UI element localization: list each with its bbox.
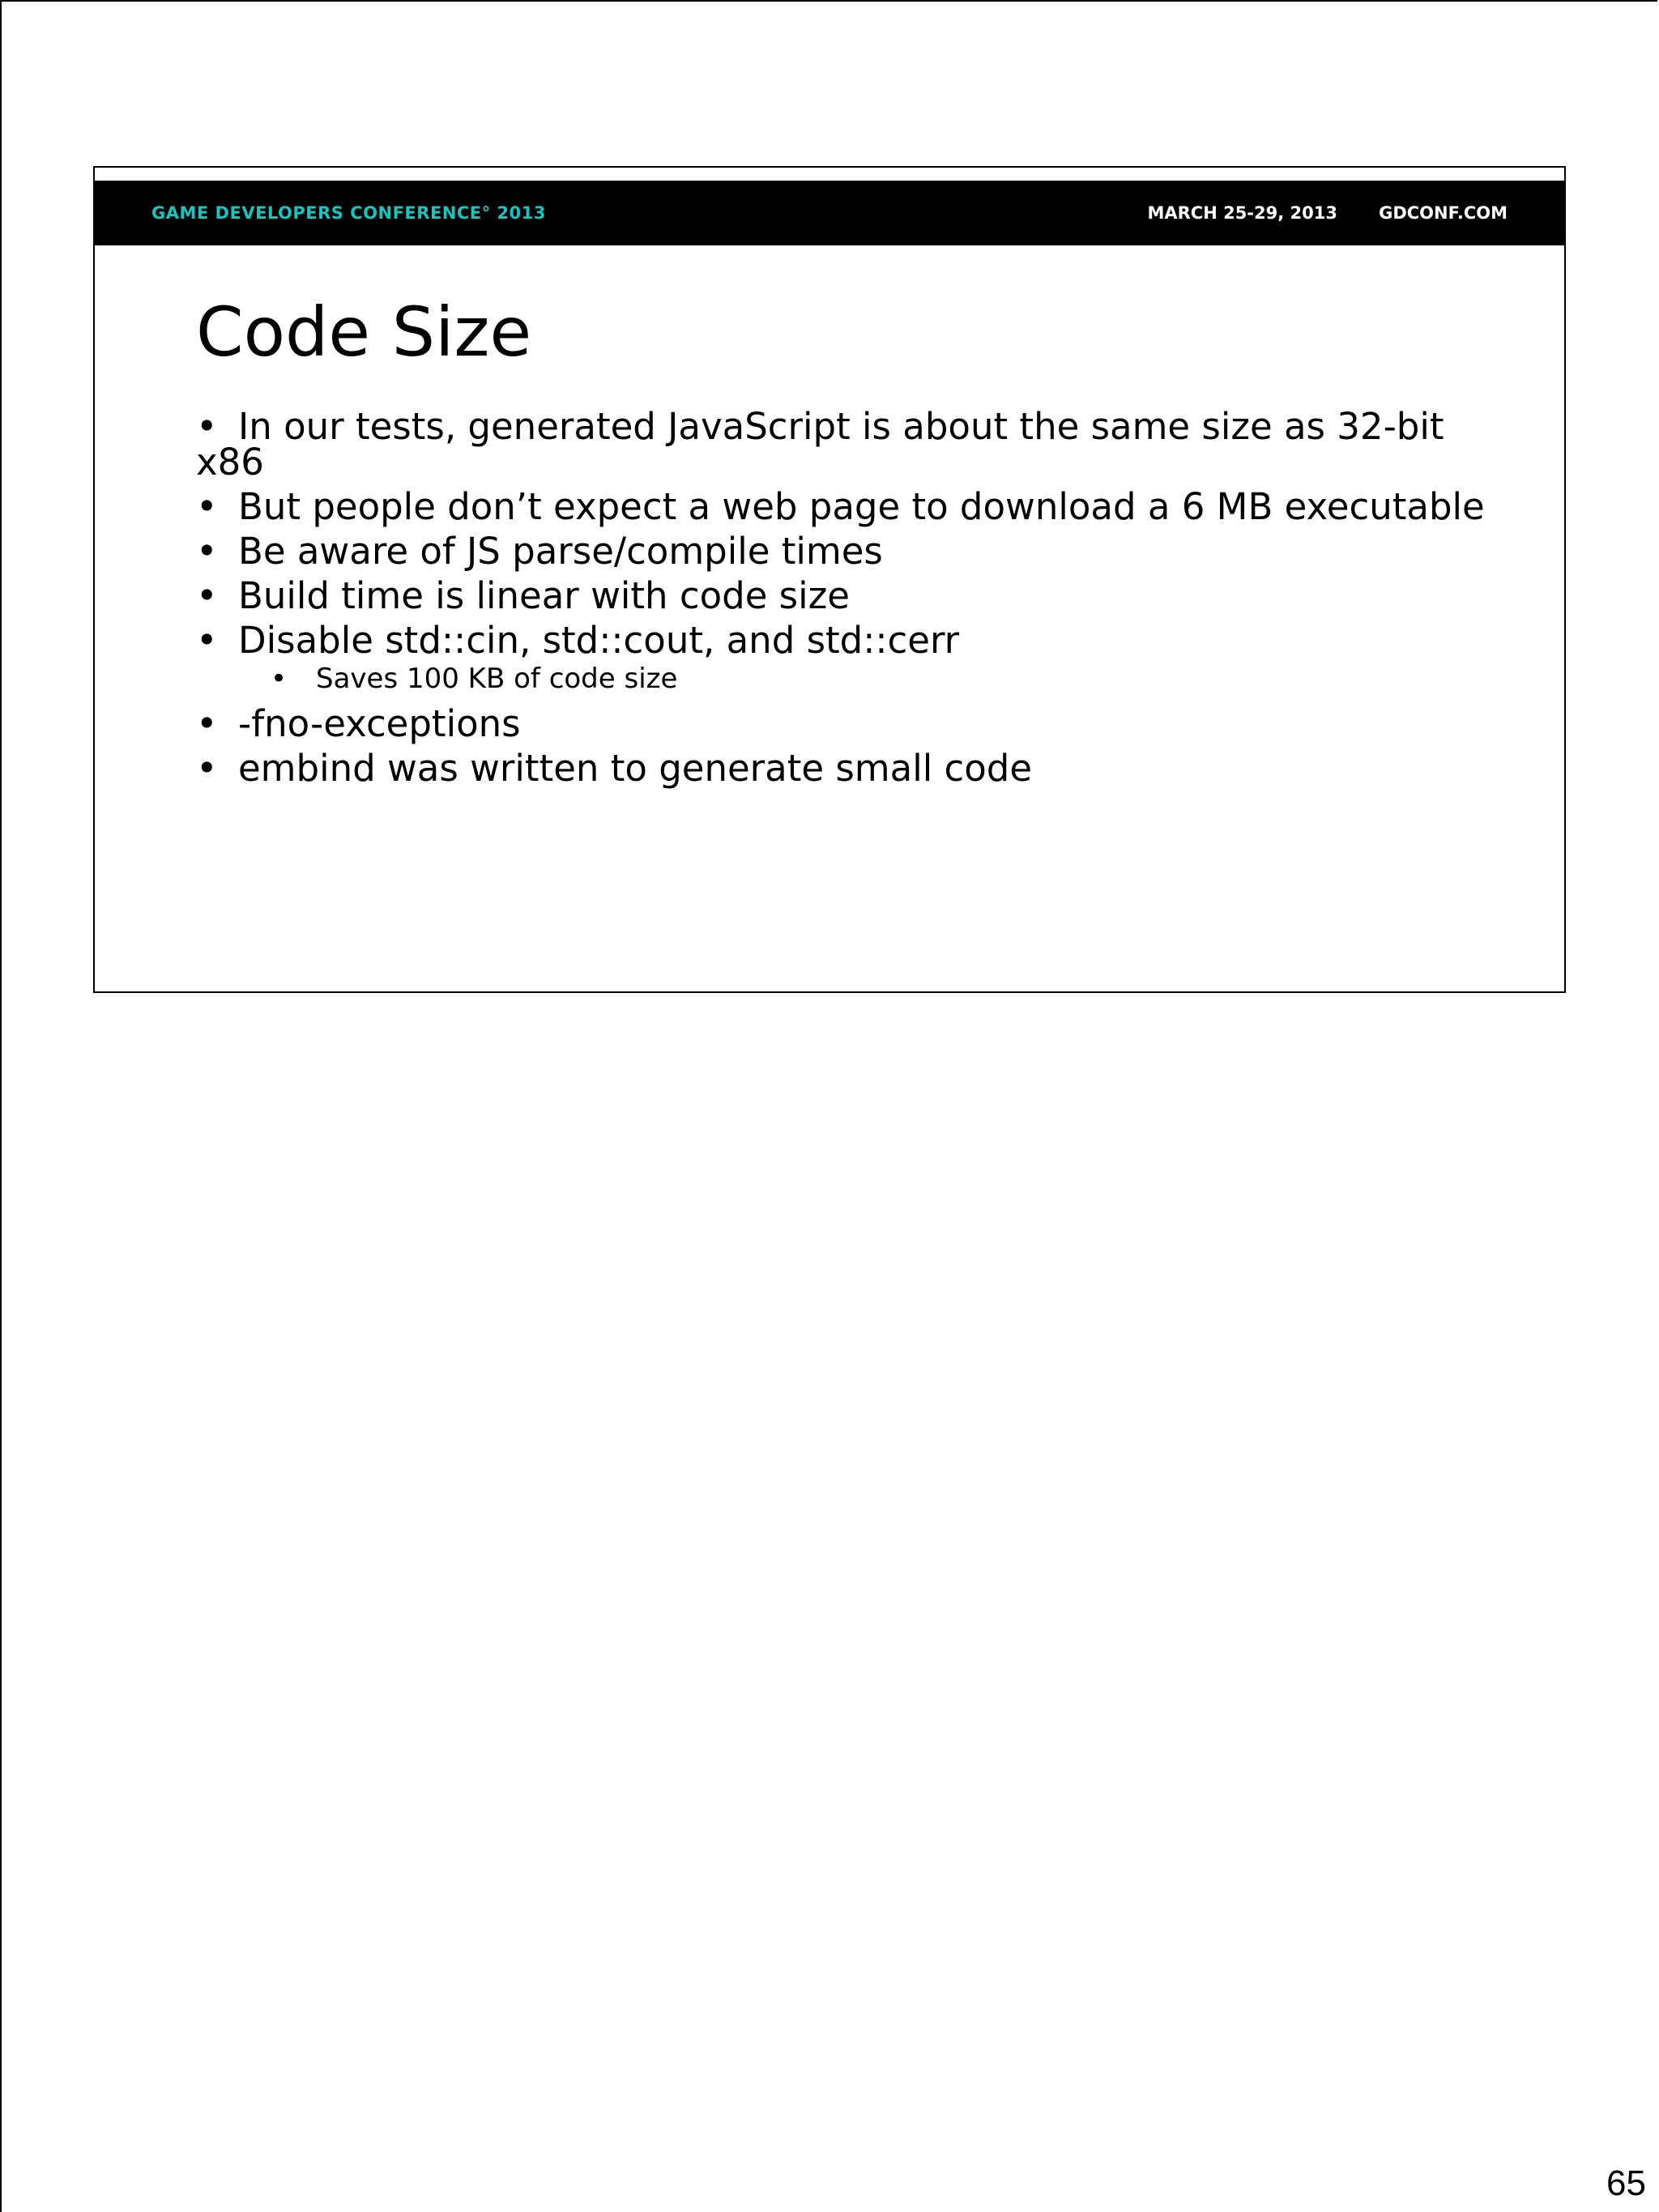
slide-header-bar xyxy=(95,181,1564,245)
conference-dates: MARCH 25-29, 2013 xyxy=(1147,203,1337,223)
conference-url: GDCONF.COM xyxy=(1379,203,1508,223)
bullet-icon: • xyxy=(196,485,218,528)
slide xyxy=(93,166,1566,993)
bullet-item xyxy=(196,405,1508,484)
bullet-text: Disable std::cin, std::cout, and std::cerr xyxy=(238,619,960,662)
bullet-icon: • xyxy=(196,574,218,617)
slide-title: Code Size xyxy=(196,292,532,372)
conference-name: GAME DEVELOPERS CONFERENCE° 2013 xyxy=(151,203,546,223)
bullet-item xyxy=(196,530,1508,573)
bullet-icon: • xyxy=(271,663,288,695)
bullet-icon: • xyxy=(196,405,218,448)
bullet-list xyxy=(196,405,1508,795)
bullet-text: In our tests, generated JavaScript is about the same size as 32-bit x86 xyxy=(196,405,1444,484)
bullet-icon: • xyxy=(196,747,218,790)
bullet-text: Be aware of JS parse/compile times xyxy=(238,530,883,573)
bullet-text: Build time is linear with code size xyxy=(238,574,850,617)
sub-bullet-text: Saves 100 KB of code size xyxy=(316,663,678,695)
sub-bullet-item xyxy=(196,663,1508,695)
bullet-item xyxy=(196,702,1508,745)
bullet-text: But people don’t expect a web page to download a 6 MB executable xyxy=(238,485,1485,528)
bullet-icon: • xyxy=(196,702,218,745)
bullet-icon: • xyxy=(196,530,218,573)
bullet-item xyxy=(196,747,1508,790)
bullet-item xyxy=(196,485,1508,528)
bullet-text: embind was written to generate small code xyxy=(238,747,1033,790)
bullet-item xyxy=(196,619,1508,662)
bullet-text: -fno-exceptions xyxy=(238,702,521,745)
bullet-icon: • xyxy=(196,619,218,662)
page-number: 65 xyxy=(1606,2163,1646,2203)
bullet-item xyxy=(196,574,1508,617)
